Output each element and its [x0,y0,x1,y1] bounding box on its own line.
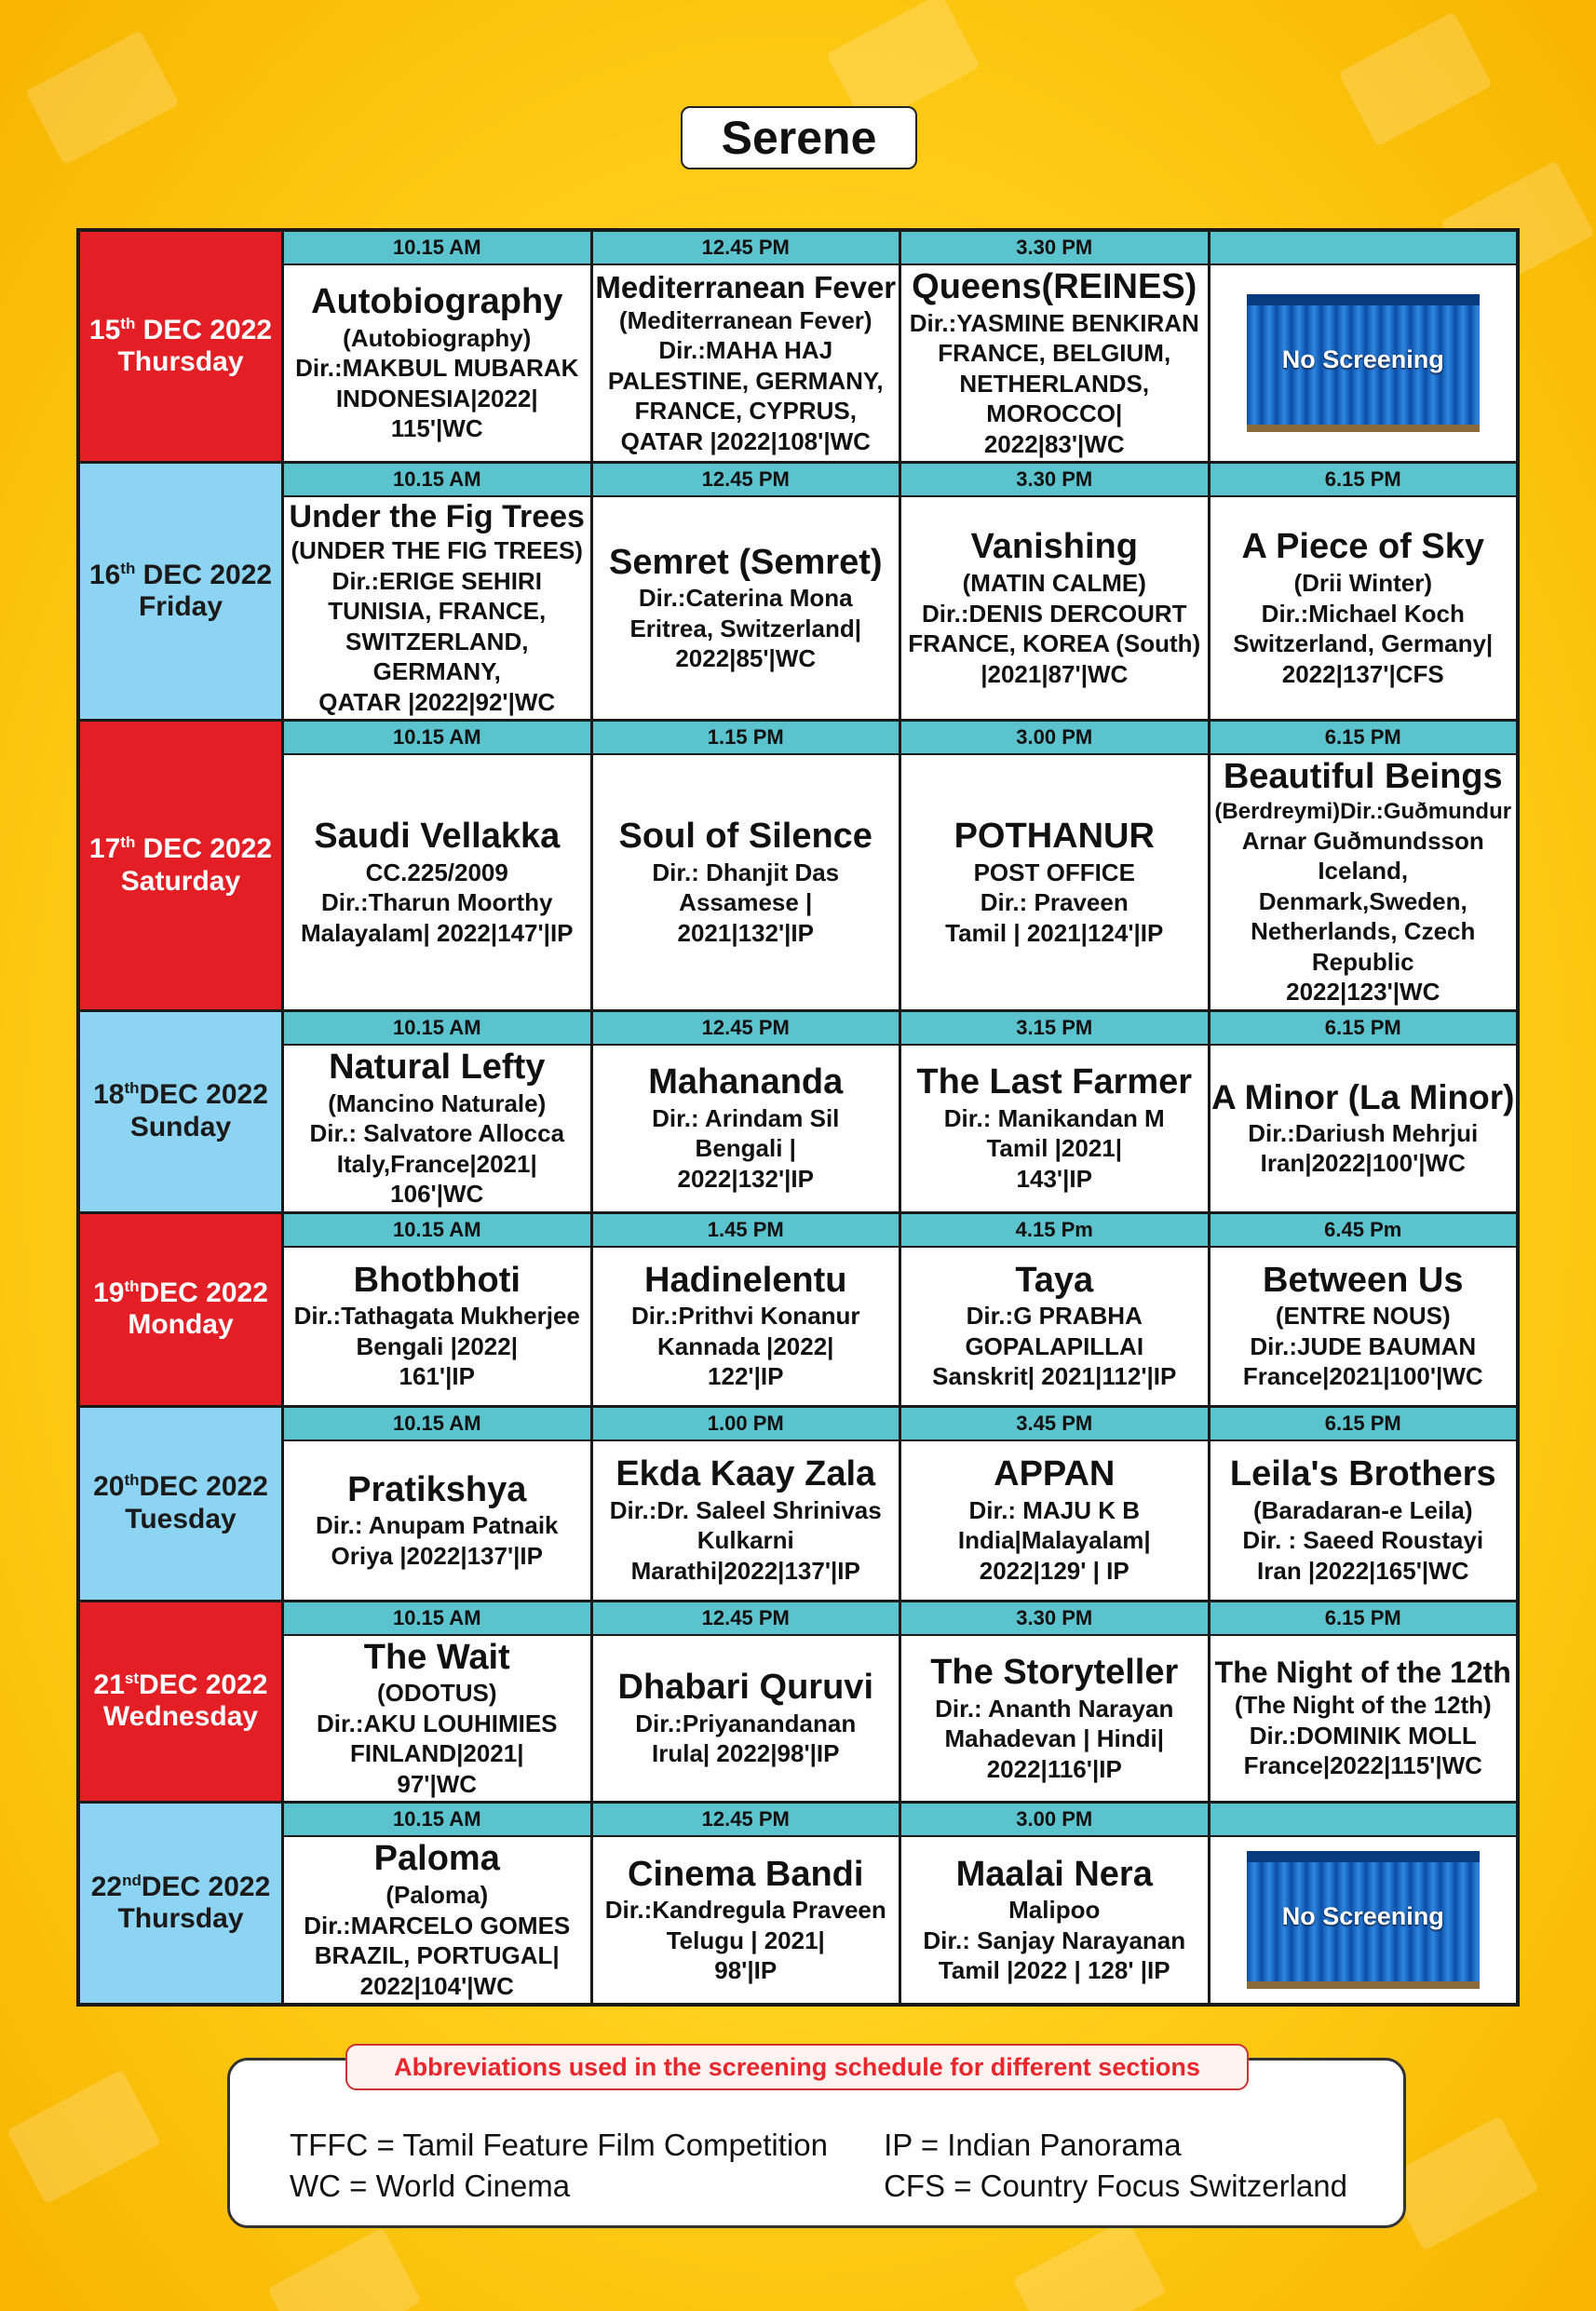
film-detail: Dir.:AKU LOUHIMIES [316,1709,558,1737]
film-detail: (Drii Winter) [1293,569,1433,598]
screening-cell [1211,232,1517,461]
screening-time: 3.30 PM [901,232,1208,265]
film-detail: Eritrea, Switzerland| [629,614,862,642]
film-detail: Tamil | 2021|124'|IP [945,918,1164,947]
film-title: Saudi Vellakka [314,817,561,857]
screening-cell [1211,1012,1517,1211]
film-detail: 98'|IP [714,1956,778,1985]
stage-curtain-icon [1247,294,1480,432]
abbreviations-heading: Abbreviations used in the screening schedule for different sections [345,2044,1249,2090]
film-title: Paloma [373,1839,500,1879]
film-detail: Dir.: Anupam Patnaik [315,1511,559,1540]
film-title: Taya [1015,1260,1094,1300]
film-detail: CC.225/2009 [365,858,508,886]
film-detail: Dir.: Dhanjit Das [652,858,840,886]
no-screening-label: No Screening [1281,1901,1444,1930]
film-title: Cinema Bandi [628,1854,864,1894]
film-detail: Dir.:Priyanandanan [635,1709,857,1737]
film-detail: (Paloma) [385,1881,489,1909]
film-detail: SWITZERLAND, GERMANY, [345,627,529,686]
film-detail: Italy,France|2021| [336,1149,537,1178]
screening-time: 12.45 PM [593,1012,899,1046]
screening-cell [593,232,899,461]
day-label [80,1408,281,1599]
film-detail: 122'|IP [708,1362,784,1391]
film-title: Leila's Brothers [1229,1454,1496,1494]
screening-cell [901,232,1208,461]
film-detail: Dir.:Dr. Saleel Shrinivas [609,1495,882,1524]
film-title: Between Us [1263,1260,1464,1300]
film-title: Mahananda [648,1062,844,1102]
screening-time: 12.45 PM [593,1804,899,1837]
day-weekday: Wednesday [102,1701,259,1733]
film-title: Beautiful Beings [1223,757,1503,797]
day-weekday: Monday [128,1309,234,1341]
film-title: The Wait [363,1637,510,1677]
film-detail: 97'|WC [397,1769,478,1798]
film-detail: Arnar Guðmundsson [1241,826,1484,855]
screening-time: 3.30 PM [901,1602,1208,1636]
film-detail: Kannada |2022| [657,1331,834,1360]
screening-time: 3.30 PM [901,464,1208,497]
film-detail: Iran |2022|165'|WC [1257,1556,1469,1585]
film-title: Queens(REINES) [912,267,1197,306]
film-detail: 2022|123'|WC [1286,978,1440,1007]
film-detail: NETHERLANDS, MOROCCO| [959,369,1150,428]
film-title: Under the Fig Trees [289,499,585,535]
film-detail: Dir.: MAJU K B [968,1495,1140,1524]
screening-time: 10.15 AM [284,1408,590,1441]
abbreviation-item: IP = Indian Panorama [884,2128,1182,2162]
film-detail: Dir.:DOMINIK MOLL [1249,1721,1477,1750]
day-date: 20thDEC 2022 [93,1471,268,1503]
film-title: Autobiography [311,282,563,322]
screening-time: 6.15 PM [1211,1012,1517,1046]
screening-cell [1211,1804,1517,2003]
film-title: The Last Farmer [916,1062,1193,1102]
screening-cell [593,1602,899,1802]
film-title: Maalai Nera [955,1854,1153,1894]
film-detail: 2022|116'|IP [986,1754,1122,1783]
screening-cell [284,464,590,719]
day-date: 22ndDEC 2022 [90,1871,271,1902]
screening-time: 10.15 AM [284,1012,590,1046]
screening-cell [1211,464,1517,719]
film-detail: Bengali | [695,1134,796,1163]
screening-cell [1211,1408,1517,1599]
abbreviations-box [227,2052,1406,2228]
film-detail: (UNDER THE FIG TREES) [291,536,583,565]
film-title: Semret (Semret) [608,542,883,582]
film-detail: France|2022|115'|WC [1243,1751,1482,1780]
screening-time: 10.15 AM [284,722,590,755]
screening-cell [284,722,590,1009]
film-detail: (Berdreymi)Dir.:Guðmundur [1214,798,1512,824]
screening-cell [593,464,899,719]
day-date: 17th DEC 2022 [88,833,273,865]
day-weekday: Saturday [120,865,241,897]
film-detail: Iceland, Denmark,Sweden, [1258,857,1468,915]
screening-schedule-grid [76,228,1520,2007]
day-weekday: Thursday [117,1903,244,1935]
film-detail: Switzerland, Germany| [1233,629,1494,658]
film-detail: Kulkarni [697,1526,794,1555]
screening-cell [901,722,1208,1009]
film-detail: Dir.:Dariush Mehrjui [1248,1118,1479,1147]
film-title: Pratikshya [347,1469,527,1509]
film-title: The Night of the 12th [1214,1656,1511,1690]
film-detail: 2022|83'|WC [983,429,1125,458]
day-date: 16th DEC 2022 [88,559,273,590]
day-date: 21stDEC 2022 [93,1669,268,1700]
screening-time: 10.15 AM [284,1602,590,1636]
film-detail: (Autobiography) [343,323,532,352]
screening-time: 12.45 PM [593,1602,899,1636]
venue-title: Serene [681,106,917,169]
film-detail: 2022|104'|WC [359,1971,514,2000]
film-title: POTHANUR [954,817,1155,857]
film-title: Soul of Silence [618,817,872,857]
day-weekday: Sunday [129,1111,232,1142]
film-detail: 2022|137'|CFS [1281,659,1444,688]
screening-cell [901,1214,1208,1405]
film-detail: Dir.:Kandregula Praveen [604,1896,886,1925]
film-detail: |2021|87'|WC [981,659,1129,688]
film-title: Mediterranean Fever [595,269,897,304]
film-detail: Dir.: Salvatore Allocca [309,1119,565,1148]
screening-cell [1211,722,1517,1009]
screening-cell [593,1214,899,1405]
abbreviation-item: WC = World Cinema [290,2169,571,2203]
screening-cell [1211,1214,1517,1405]
film-detail: India|Malayalam| [957,1526,1151,1555]
screening-time: 6.45 Pm [1211,1214,1517,1248]
day-label [80,1214,281,1405]
day-label [80,722,281,1009]
screening-cell [284,1408,590,1599]
film-detail: Dir.:Caterina Mona [638,584,853,613]
screening-time: 12.45 PM [593,232,899,265]
film-detail: 2022|85'|WC [675,644,817,673]
screening-cell [284,1804,590,2003]
film-title: The Storyteller [930,1652,1179,1692]
screening-cell [284,1602,590,1802]
film-title: APPAN [994,1454,1116,1494]
day-date: 19thDEC 2022 [93,1277,268,1308]
film-detail: TUNISIA, FRANCE, [328,597,547,626]
film-detail: QATAR |2022|108'|WC [620,426,871,455]
screening-time: 10.15 AM [284,1214,590,1248]
screening-cell [901,1012,1208,1211]
film-detail: Telugu | 2021| [666,1926,825,1954]
film-title: A Minor (La Minor) [1211,1078,1515,1117]
film-detail: 2022|132'|IP [677,1164,815,1193]
film-detail: (Mediterranean Fever) [618,305,872,334]
film-title: Natural Lefty [329,1047,546,1087]
screening-time: 10.15 AM [284,1804,590,1837]
screening-cell [593,1804,899,2003]
film-detail: 143'|IP [1016,1164,1092,1193]
film-title: Ekda Kaay Zala [615,1454,876,1494]
screening-time: 12.45 PM [593,464,899,497]
screening-time: 6.15 PM [1211,722,1517,755]
screening-time: 6.15 PM [1211,1602,1517,1636]
film-detail: Iran|2022|100'|WC [1260,1149,1466,1178]
film-detail: Dir.:JUDE BAUMAN [1250,1331,1477,1360]
day-label [80,1012,281,1211]
film-detail: Dir.:MAKBUL MUBARAK [295,354,579,383]
film-detail: QATAR |2022|92'|WC [318,687,556,716]
day-date: 18thDEC 2022 [93,1079,268,1111]
screening-time: 3.45 PM [901,1408,1208,1441]
screening-time: 6.15 PM [1211,1408,1517,1441]
day-weekday: Tuesday [125,1503,237,1534]
screening-time: 3.15 PM [901,1012,1208,1046]
film-detail: Malipoo [1008,1896,1101,1925]
film-detail: PALESTINE, GERMANY, [607,366,884,395]
film-detail: Dir.:MARCELO GOMES [304,1911,571,1939]
screening-time: 3.00 PM [901,1804,1208,1837]
film-title: Bhotbhoti [353,1260,521,1300]
screening-cell [593,722,899,1009]
day-label [80,464,281,719]
film-detail: FRANCE, KOREA (South) [908,629,1201,658]
day-label [80,232,281,461]
film-detail: Oriya |2022|137'|IP [331,1541,543,1570]
screening-time [1211,1804,1517,1837]
day-label [80,1804,281,2003]
film-detail: Dir.: Sanjay Narayanan [923,1926,1186,1954]
film-detail: Dir.:ERIGE SEHIRI [331,566,542,595]
film-detail: FINLAND|2021| [350,1739,524,1768]
film-detail: Dir.:Tharun Moorthy [321,888,553,917]
screening-time [1211,232,1517,265]
screening-time: 3.00 PM [901,722,1208,755]
film-detail: 115'|WC [390,414,483,443]
film-detail: Dir.:DENIS DERCOURT [921,599,1187,628]
film-detail: 2022|129' | IP [979,1556,1129,1585]
screening-cell [1211,1602,1517,1802]
screening-cell [284,1012,590,1211]
screening-cell [901,464,1208,719]
film-title: A Piece of Sky [1241,527,1484,567]
film-detail: (MATIN CALME) [962,569,1146,598]
screening-time: 6.15 PM [1211,464,1517,497]
screening-cell [901,1804,1208,2003]
screening-time: 10.15 AM [284,232,590,265]
day-date: 15th DEC 2022 [88,314,273,345]
film-detail: Mahadevan | Hindi| [944,1724,1165,1753]
film-detail: Dir.: Arindam Sil [652,1103,840,1132]
film-detail: Sanskrit| 2021|112'|IP [932,1362,1177,1391]
day-label [80,1602,281,1802]
screening-time: 1.00 PM [593,1408,899,1441]
film-detail: Marathi|2022|137'|IP [630,1556,860,1585]
screening-cell [593,1012,899,1211]
screening-time: 1.15 PM [593,722,899,755]
abbreviation-item: TFFC = Tamil Feature Film Competition [290,2128,828,2162]
screening-cell [593,1408,899,1599]
film-detail: Tamil |2022 | 128' |IP [938,1956,1170,1985]
stage-curtain-icon [1247,1851,1480,1989]
day-weekday: Thursday [117,346,244,378]
screening-time: 10.15 AM [284,464,590,497]
film-detail: Malayalam| 2022|147'|IP [300,918,574,947]
screening-time: 4.15 Pm [901,1214,1208,1248]
day-weekday: Friday [138,591,223,623]
no-screening-label: No Screening [1281,345,1444,373]
film-detail: Dir.:MAHA HAJ [658,336,833,365]
film-title: Vanishing [970,527,1138,567]
abbreviation-item: CFS = Country Focus Switzerland [884,2169,1347,2203]
film-detail: Dir.:Michael Koch [1261,599,1465,628]
film-detail: Tamil |2021| [986,1134,1123,1163]
screening-cell [901,1602,1208,1802]
film-detail: France|2021|100'|WC [1242,1362,1483,1391]
film-detail: (The Night of the 12th) [1234,1691,1492,1720]
film-detail: POST OFFICE [973,858,1135,886]
film-detail: GOPALAPILLAI [965,1331,1144,1360]
film-detail: INDONESIA|2022| [335,384,538,412]
film-detail: 2021|132'|IP [677,918,815,947]
screening-cell [284,232,590,461]
film-detail: Dir.: Praveen [980,888,1129,917]
film-title: Dhabari Quruvi [617,1668,873,1708]
screening-cell [284,1214,590,1405]
film-detail: 161'|IP [399,1362,475,1391]
film-detail: FRANCE, CYPRUS, [634,397,857,426]
film-detail: FRANCE, BELGIUM, [938,339,1171,368]
film-detail: Dir. : Saeed Roustayi [1242,1526,1484,1555]
film-detail: (Baradaran-e Leila) [1252,1495,1473,1524]
film-detail: Assamese | [679,888,813,917]
film-detail: Dir.: Manikandan M [943,1103,1165,1132]
film-detail: Netherlands, Czech Republic [1251,917,1476,976]
film-detail: Dir.:YASMINE BENKIRAN [909,308,1199,337]
film-detail: Dir.:Prithvi Konanur [630,1302,860,1331]
film-detail: Dir.:Tathagata Mukherjee [293,1302,580,1331]
film-detail: Bengali |2022| [356,1331,519,1360]
film-detail: BRAZIL, PORTUGAL| [314,1941,560,1969]
film-detail: 106'|WC [390,1180,484,1209]
abbreviations-list [290,2128,1347,2204]
film-detail: (Mancino Naturale) [328,1088,547,1117]
film-detail: Dir.:G PRABHA [966,1302,1143,1331]
screening-cell [901,1408,1208,1599]
film-detail: Irula| 2022|98'|IP [652,1739,840,1768]
film-detail: (ENTRE NOUS) [1275,1302,1451,1331]
screening-time: 1.45 PM [593,1214,899,1248]
film-detail: Dir.: Ananth Narayan [935,1694,1174,1723]
film-detail: (ODOTUS) [376,1679,497,1708]
film-title: Hadinelentu [644,1260,847,1300]
